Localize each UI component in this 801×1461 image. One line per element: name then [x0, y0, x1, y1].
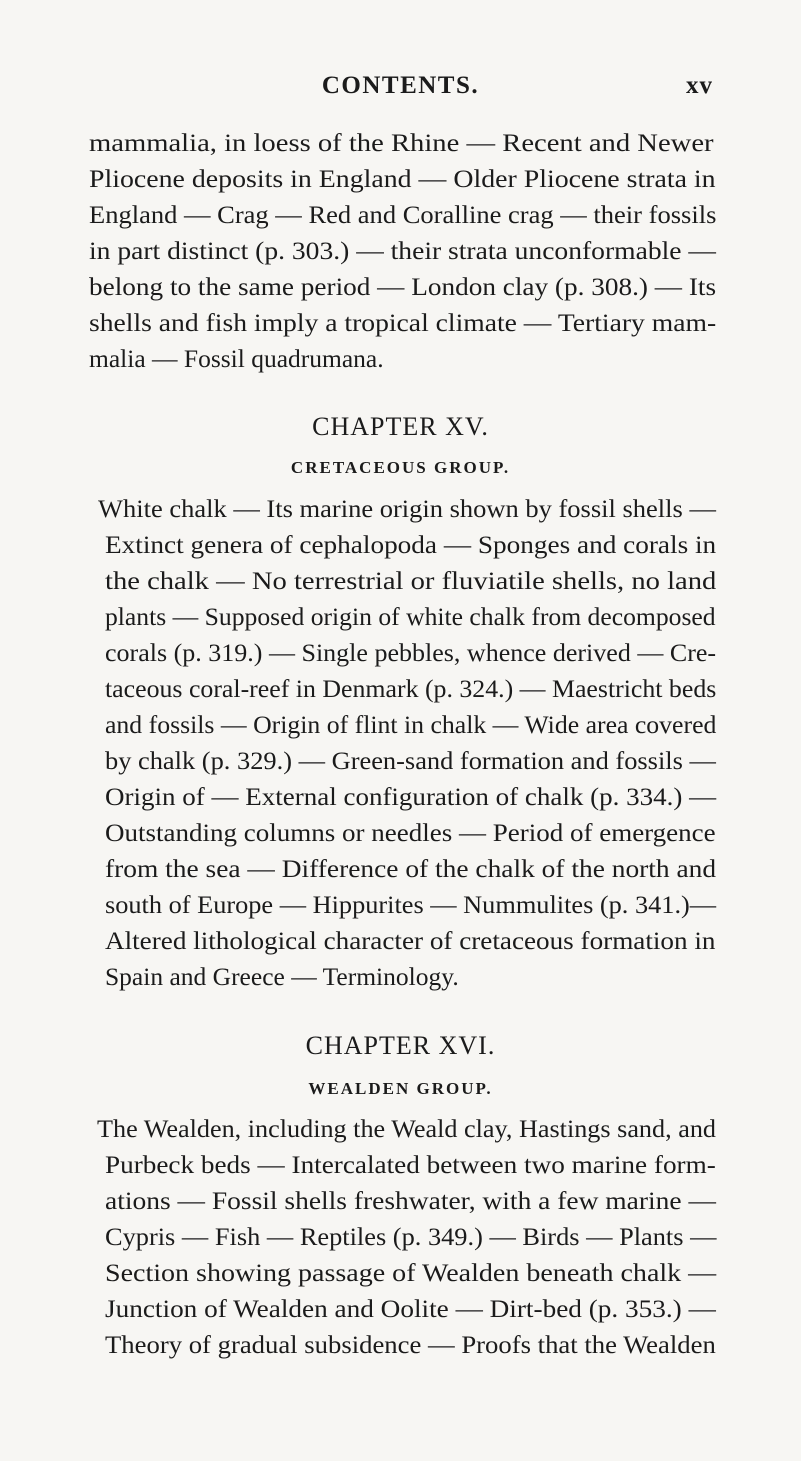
section-subheading: WEALDEN GROUP. [308, 1079, 493, 1098]
text-line: The Wealden, including the Weald clay, Hastings sand, and [97, 1114, 716, 1143]
page-number: xv [686, 72, 713, 99]
running-head [0, 72, 801, 112]
text-line: Junction of Wealden and Oolite — Dirt-bed (p. 353.) — [105, 1294, 716, 1323]
text-line: plants — Supposed origin of white chalk from decomposed [105, 602, 716, 631]
text-line: Purbeck beds — Intercalated between two marine form- [105, 1150, 716, 1179]
text-line: taceous coral-reef in Denmark (p. 324.) — Maestricht beds [105, 674, 717, 703]
text-line: shells and fish imply a tropical climate — Tertiary mam- [89, 308, 717, 337]
text-line: White chalk — Its marine origin shown by fossil shells — [98, 494, 716, 523]
text-line: by chalk (p. 329.) — Green-sand formation and fossils — [105, 746, 716, 775]
text-line: from the sea — Difference of the chalk of the north and [105, 854, 717, 883]
text-line: corals (p. 319.) — Single pebbles, whence derived — Cre- [105, 638, 717, 667]
text-line: malia — Fossil quadrumana. [89, 344, 384, 373]
text-line: ations — Fossil shells freshwater, with a few marine — [105, 1186, 716, 1215]
text-line: the chalk — No terrestrial or fluviatile shells, no land [105, 566, 717, 595]
text-line: Cypris — Fish — Reptiles (p. 349.) — Birds — Plants — [105, 1222, 717, 1251]
text-line: Theory of gradual subsidence — Proofs that the Wealden [105, 1330, 716, 1359]
text-line: and fossils — Origin of flint in chalk — Wide area covered [105, 710, 717, 739]
text-line: mammalia, in loess of the Rhine — Recent and Newer [89, 128, 714, 157]
running-title: CONTENTS. [321, 72, 480, 99]
text-line: Altered lithological character of cretaceous formation in [105, 926, 716, 955]
text-line: Origin of — External configuration of chalk (p. 334.) — [105, 782, 717, 811]
text-line: Pliocene deposits in England — Older Pliocene strata in [89, 164, 716, 193]
text-line: Extinct genera of cephalopoda — Sponges and corals in [105, 530, 717, 559]
text-line: England — Crag — Red and Coralline crag — their fossils [89, 200, 717, 229]
text-line: belong to the same period — London clay (p. 308.) — Its [89, 272, 717, 301]
section-subheading: CRETACEOUS GROUP. [290, 458, 511, 477]
text-line: south of Europe — Hippurites — Nummulites (p. 341.)— [105, 890, 717, 919]
text-line: Section showing passage of Wealden beneath chalk — [105, 1258, 717, 1287]
chapter-heading: CHAPTER XV. [312, 412, 489, 441]
text-line: Spain and Greece — Terminology. [105, 962, 459, 991]
text-line: Outstanding columns or needles — Period of emergence [105, 818, 716, 847]
chapter-heading: CHAPTER XVI. [305, 1031, 496, 1060]
text-line: in part distinct (p. 303.) — their strata unconformable — [89, 236, 716, 265]
